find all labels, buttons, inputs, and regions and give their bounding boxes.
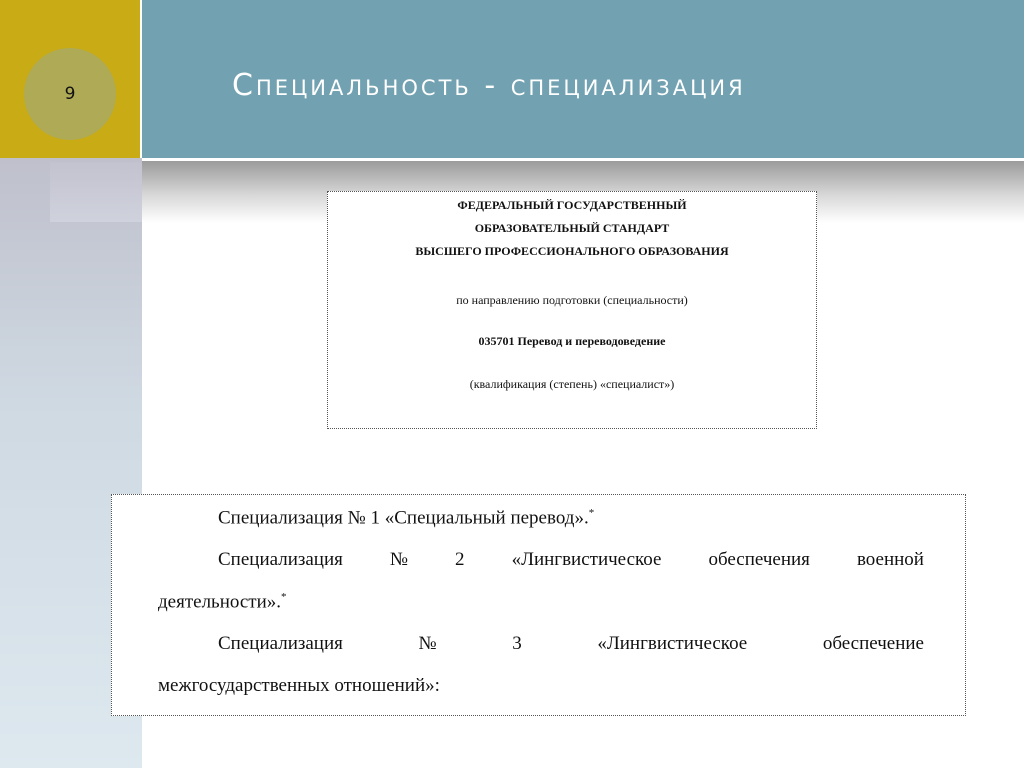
specialization-3-cont [158, 675, 440, 697]
corner-accent [0, 0, 140, 158]
slide-number: 9 [64, 84, 76, 104]
standard-heading-line: ВЫСШЕГО ПРОФЕССИОНАЛЬНОГО ОБРАЗОВАНИЯ [415, 244, 729, 258]
slide-number-badge [24, 48, 116, 140]
spec-word: обеспечение [822, 633, 924, 654]
standard-heading-line: ОБРАЗОВАТЕЛЬНЫЙ СТАНДАРТ [474, 221, 670, 235]
specialization-1-text: Специализация № 1 «Специальный перевод». [218, 507, 589, 529]
spec-word: Специализация [218, 633, 343, 654]
spec-word: № [418, 633, 437, 654]
spec-word: 3 [512, 633, 522, 654]
standard-document-scan [327, 191, 817, 429]
slide-title: Специальность - специализация [232, 68, 746, 103]
spec-word: «Лингвистическое [597, 633, 748, 654]
specialty-code-title: 035701 Перевод и переводоведение [478, 334, 666, 348]
left-decor-block [50, 162, 142, 222]
spec-word: «Лингвистическое [511, 549, 662, 570]
specialization-1 [218, 507, 594, 529]
footnote-mark: * [281, 591, 287, 603]
qualification-text: (квалификация (степень) «специалист») [469, 377, 675, 391]
standard-heading-line: ФЕДЕРАЛЬНЫЙ ГОСУДАРСТВЕННЫЙ [457, 198, 687, 212]
spec-word: военной [856, 549, 924, 570]
specialization-3-text: межгосударственных отношений»: [158, 675, 440, 696]
spec-word: № [389, 549, 409, 570]
standard-heading [328, 194, 816, 263]
footnote-mark: * [588, 507, 595, 519]
standard-direction: по направлению подготовки (специальности) [456, 293, 688, 307]
specialization-2-cont [158, 591, 287, 613]
specialization-2 [218, 549, 924, 571]
spec-word: обеспечения [708, 549, 810, 570]
spec-word: 2 [455, 549, 465, 570]
specialization-2-text: деятельности». [158, 591, 282, 613]
specializations-scan [111, 494, 966, 716]
specialization-3 [218, 633, 924, 655]
spec-word: Специализация [218, 549, 343, 570]
